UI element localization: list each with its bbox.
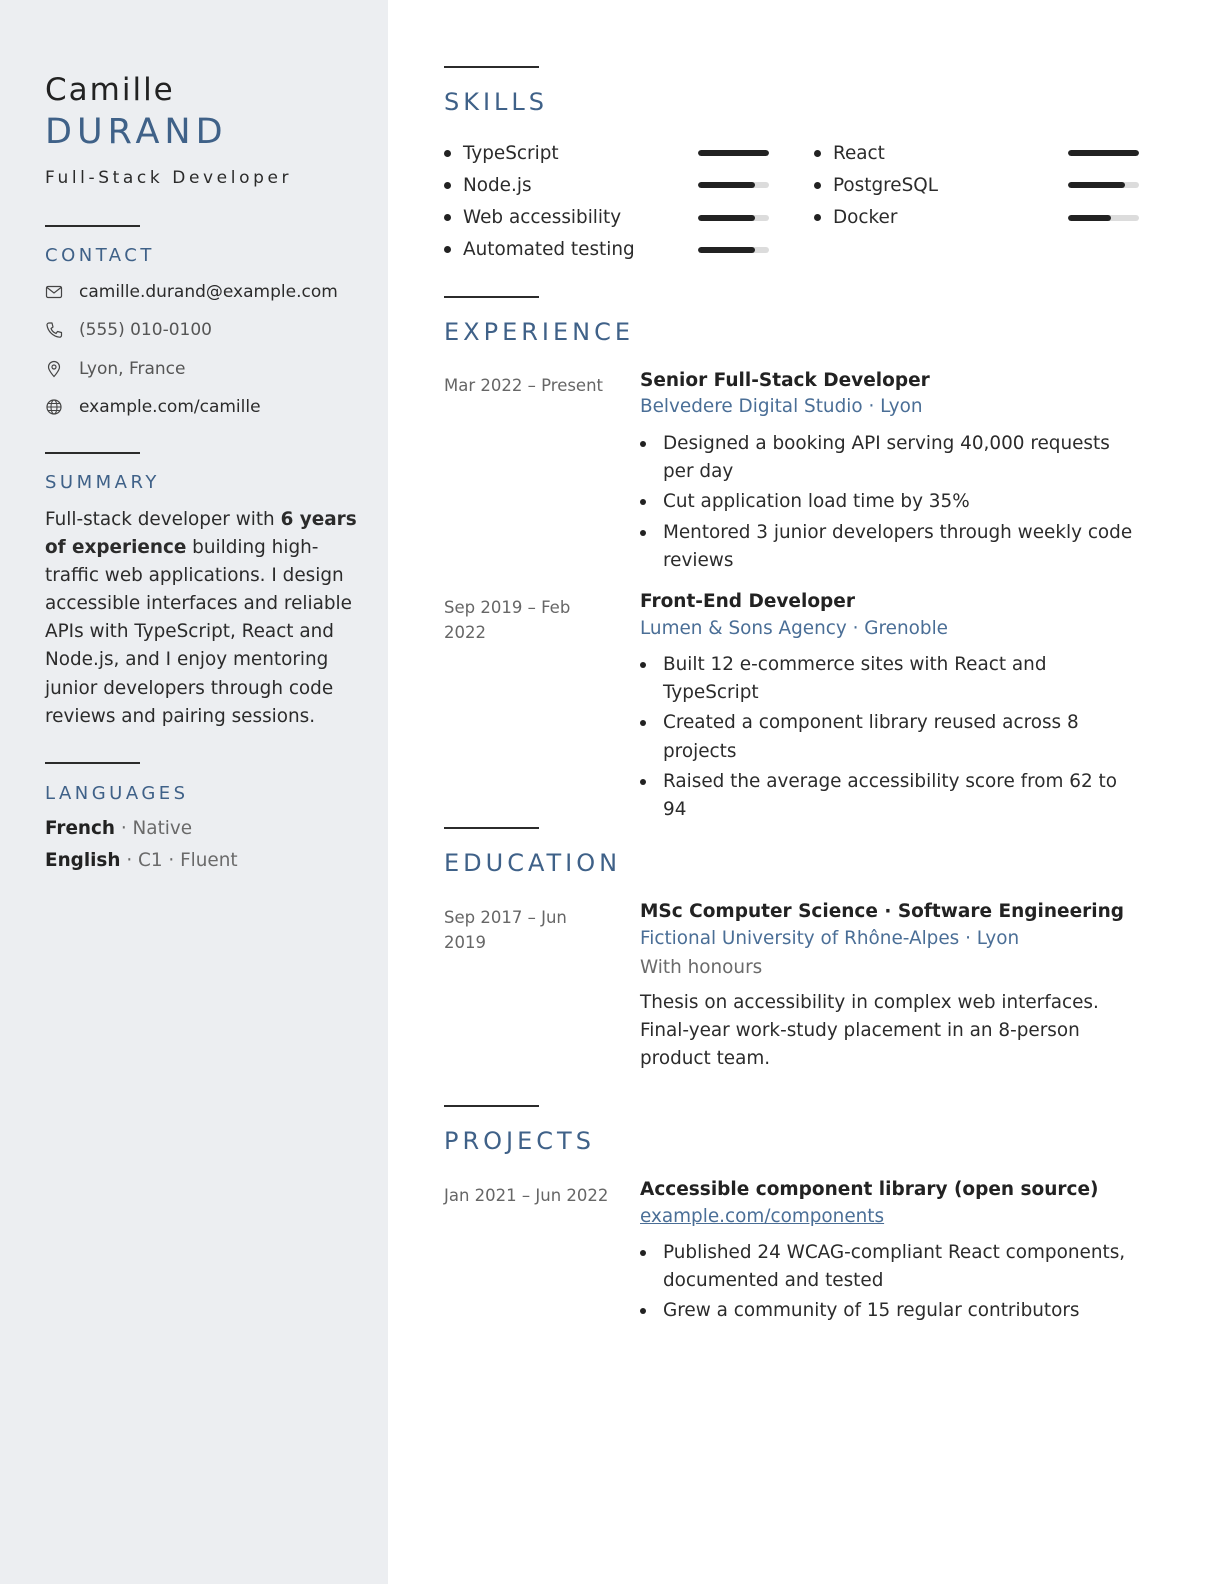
experience-divider: [444, 296, 539, 298]
skill-level-fill: [698, 182, 755, 188]
list-item: Created a component library reused across 8 projects: [640, 709, 1140, 765]
project-title: Accessible component library (open source): [640, 1179, 1099, 1200]
list-item: Cut application load time by 35%: [640, 488, 1140, 516]
skill-level-bar: [1068, 182, 1139, 188]
list-item: Built 12 e-commerce sites with React and TypeScript: [640, 651, 1140, 707]
skill-name: Node.js: [463, 174, 532, 196]
summary-highlight: 6 years of experience: [45, 509, 357, 559]
globe-icon: [45, 398, 63, 416]
bullet-dot: [444, 246, 451, 253]
summary-heading: SUMMARY: [45, 472, 160, 493]
contact-website[interactable]: [45, 395, 261, 419]
bullet-dot: [814, 182, 821, 189]
contact-location: [45, 357, 185, 381]
phone-text: (555) 010-0100: [79, 320, 212, 340]
skills-heading: SKILLS: [444, 88, 549, 116]
education-school: Fictional University of Rhône-Alpes · Lyon: [640, 928, 1020, 949]
first-name: Camille: [45, 72, 175, 108]
language-name: French: [45, 818, 116, 839]
bullet-dot: [814, 150, 821, 157]
summary-part: building high-traffic web applications. I design accessible interfaces and reliable APIs with TypeScript, React and Node.js, and I enjoy mentoring junior developers through code reviews and pairing sessions.: [45, 537, 352, 727]
job-company: Belvedere Digital Studio · Lyon: [640, 396, 923, 417]
location-pin-icon: [45, 360, 63, 378]
skill-level-fill: [698, 215, 755, 221]
skill-item: [444, 140, 559, 166]
skill-item: [444, 237, 635, 263]
skill-level-bar: [1068, 150, 1139, 156]
skill-item: [814, 140, 885, 166]
list-item: Mentored 3 junior developers through weekly code reviews: [640, 519, 1140, 575]
skill-level-bar: [1068, 215, 1139, 221]
bullet-dot: [814, 214, 821, 221]
skill-level-bar: [698, 247, 769, 253]
job-bullets: [640, 651, 1140, 826]
language-name: English: [45, 850, 121, 871]
education-description: Thesis on accessibility in complex web interfaces. Final-year work-study placement in an 8-person product team.: [640, 992, 1099, 1070]
language-item: [45, 850, 238, 871]
project-bullets: [640, 1239, 1140, 1328]
list-item: Published 24 WCAG-compliant React components, documented and tested: [640, 1239, 1140, 1295]
email-text: camille.durand@example.com: [79, 282, 338, 302]
skills-divider: [444, 66, 539, 68]
languages-divider: [45, 762, 140, 764]
skill-level-fill: [1068, 182, 1125, 188]
bullet-dot: [444, 150, 451, 157]
skill-name: Automated testing: [463, 239, 635, 261]
skill-item: [444, 172, 532, 198]
contact-phone[interactable]: [45, 318, 212, 342]
skill-name: React: [833, 142, 885, 164]
bullet-dot: [444, 182, 451, 189]
education-heading: EDUCATION: [444, 849, 622, 877]
skill-level-fill: [698, 150, 769, 156]
projects-divider: [444, 1105, 539, 1107]
skill-item: [814, 205, 897, 231]
last-name: DURAND: [45, 112, 228, 152]
language-item: [45, 818, 192, 839]
skill-item: [814, 172, 938, 198]
skill-item: [444, 205, 621, 231]
languages-heading: LANGUAGES: [45, 783, 189, 804]
location-text: Lyon, France: [79, 359, 186, 379]
projects-heading: PROJECTS: [444, 1127, 595, 1155]
language-level: · C1 · Fluent: [120, 850, 238, 871]
skill-level-bar: [698, 150, 769, 156]
education-degree: MSc Computer Science · Software Engineering: [640, 901, 1124, 922]
job-dates: Sep 2019 – Feb 2022: [444, 598, 571, 642]
list-item: Raised the average accessibility score from 62 to 94: [640, 768, 1140, 824]
contact-divider: [45, 225, 140, 227]
summary-part: Full-stack developer with: [45, 509, 281, 530]
project-dates: Jan 2021 – Jun 2022: [444, 1186, 609, 1205]
job-bullets: [640, 430, 1140, 577]
contact-heading: CONTACT: [45, 245, 155, 266]
skill-name: PostgreSQL: [833, 174, 939, 196]
summary-text: [45, 506, 360, 731]
phone-icon: [45, 321, 63, 339]
skill-name: Docker: [833, 207, 898, 229]
bullet-dot: [444, 214, 451, 221]
project-link[interactable]: example.com/components: [640, 1206, 885, 1227]
skill-level-fill: [698, 247, 755, 253]
list-item: Grew a community of 15 regular contributors: [640, 1297, 1140, 1325]
education-divider: [444, 827, 539, 829]
skill-level-fill: [1068, 150, 1139, 156]
skill-level-bar: [698, 182, 769, 188]
skill-name: Web accessibility: [463, 207, 622, 229]
experience-heading: EXPERIENCE: [444, 318, 635, 346]
contact-email[interactable]: [45, 280, 338, 304]
education-dates: Sep 2017 – Jun 2019: [444, 908, 567, 952]
job-role: Front-End Developer: [640, 591, 855, 612]
summary-divider: [45, 452, 140, 454]
job-title: Full-Stack Developer: [45, 168, 293, 188]
list-item: Designed a booking API serving 40,000 requests per day: [640, 430, 1140, 486]
job-dates: Mar 2022 – Present: [444, 376, 604, 395]
website-text: example.com/camille: [79, 397, 261, 417]
language-level: · Native: [115, 818, 193, 839]
skill-level-fill: [1068, 215, 1111, 221]
job-role: Senior Full-Stack Developer: [640, 370, 930, 391]
skill-level-bar: [698, 215, 769, 221]
envelope-icon: [45, 283, 63, 301]
education-honours: With honours: [640, 957, 763, 978]
job-company: Lumen & Sons Agency · Grenoble: [640, 618, 948, 639]
skill-name: TypeScript: [463, 142, 559, 164]
